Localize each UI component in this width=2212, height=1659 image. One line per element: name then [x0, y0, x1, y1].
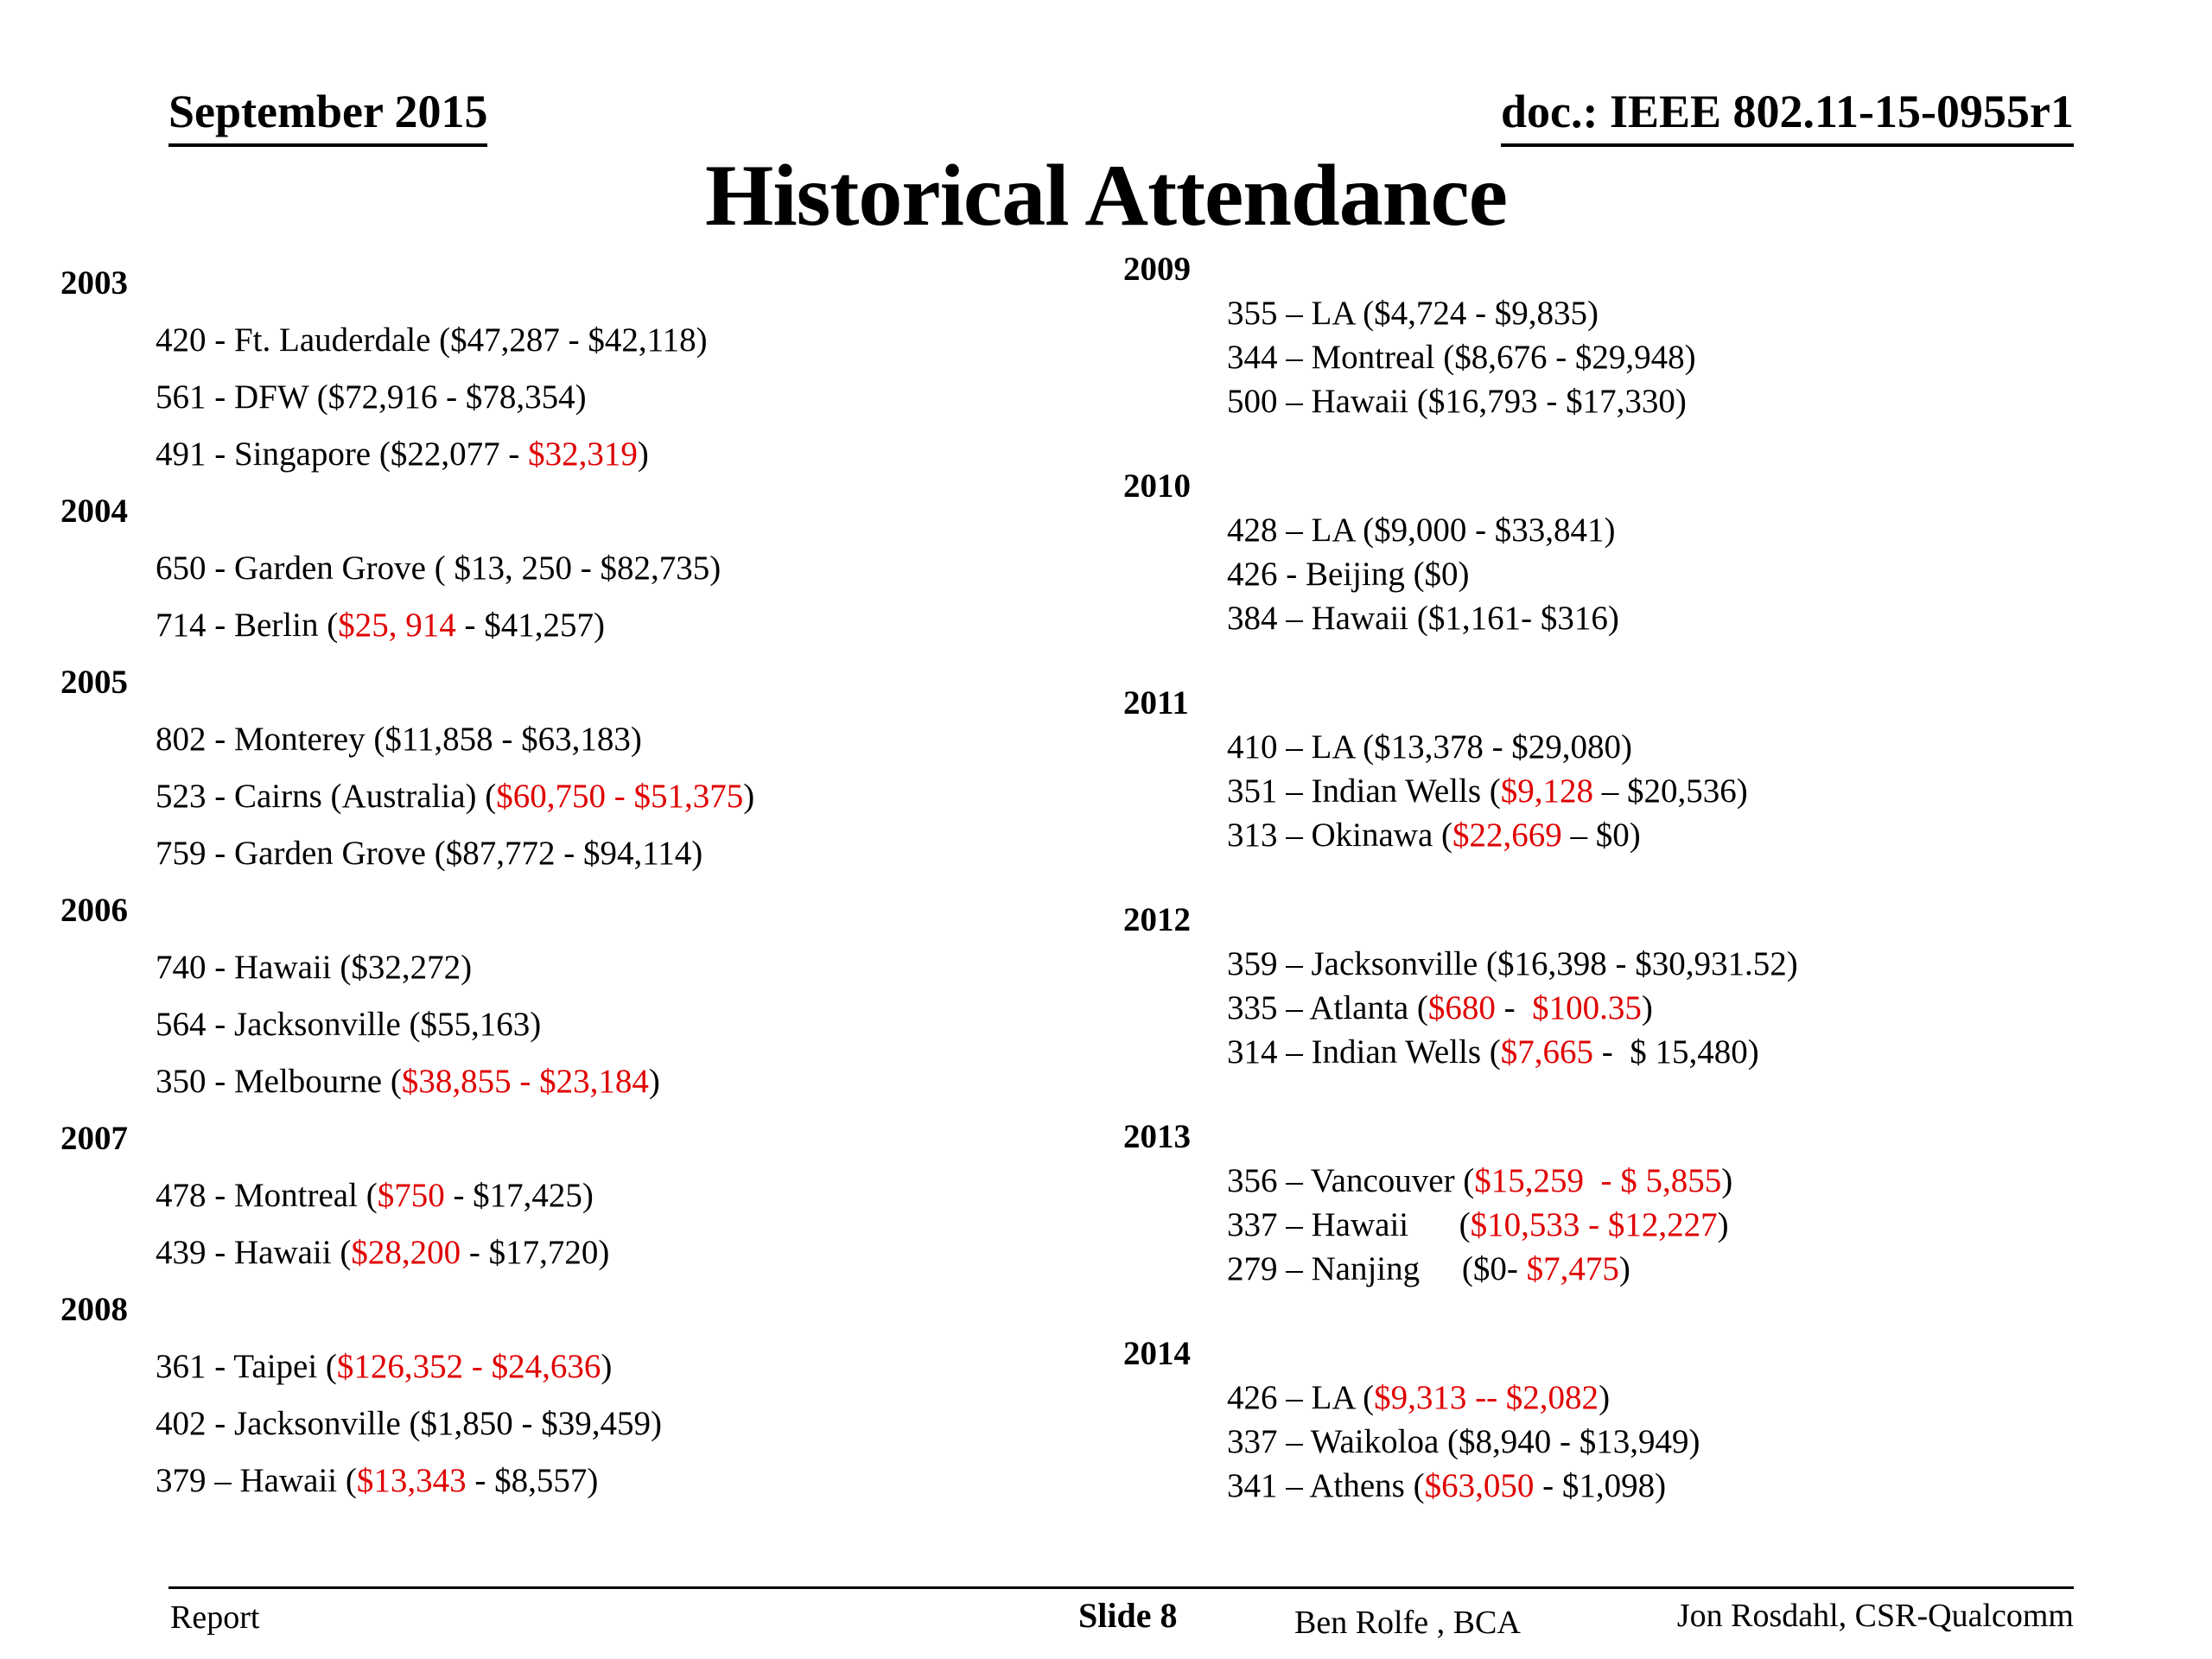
entry-text: 279 – Nanjing ($0-	[1227, 1250, 1527, 1287]
entry-text: 337 – Hawaii (	[1227, 1206, 1471, 1243]
highlight-red-text: $15,259 - $ 5,855	[1474, 1162, 1722, 1199]
header-date: September 2015	[168, 85, 487, 147]
entry-text: 384 – Hawaii ($1,161- $316)	[1227, 600, 1619, 637]
entry-text: -	[1495, 989, 1533, 1027]
highlight-red-text: $7,475	[1526, 1250, 1619, 1287]
highlight-red-text: $9,313 -- $2,082	[1374, 1379, 1599, 1416]
entry-text: 523 - Cairns (Australia) (	[156, 778, 497, 815]
highlight-red-text: $32,319	[528, 435, 638, 473]
page-title: Historical Attendance	[704, 147, 1508, 245]
entry-text: 402 - Jacksonville ($1,850 - $39,459)	[156, 1405, 662, 1442]
entry-text: 356 – Vancouver (	[1227, 1162, 1475, 1199]
entry-text: )	[1717, 1206, 1729, 1243]
year-heading: 2009	[1123, 251, 1191, 288]
attendance-entry	[1123, 552, 2143, 596]
attendance-entry	[1123, 596, 2143, 640]
entry-text: 314 – Indian Wells (	[1227, 1033, 1501, 1071]
year-heading: 2013	[1123, 1118, 1191, 1155]
entry-text: )	[1599, 1379, 1611, 1416]
entry-text: 650 - Garden Grove ( $13, 250 - $82,735)	[156, 550, 721, 587]
attendance-entry	[60, 1338, 1080, 1395]
entry-text: 500 – Hawaii ($16,793 - $17,330)	[1227, 383, 1687, 420]
attendance-entry	[1123, 725, 2143, 769]
year-heading: 2004	[60, 493, 128, 530]
attendance-entry	[1123, 942, 2143, 986]
attendance-entry	[1123, 1247, 2143, 1291]
entry-text: - $17,425)	[444, 1177, 594, 1214]
attendance-entry	[1123, 379, 2143, 423]
entry-text: 337 – Waikoloa ($8,940 - $13,949)	[1227, 1423, 1700, 1460]
entry-text: - $41,257)	[455, 607, 605, 644]
highlight-red-text: $126,352 - $24,636	[336, 1348, 601, 1385]
attendance-entry	[60, 540, 1080, 597]
attendance-entry	[1123, 986, 2143, 1030]
entry-text: 491 - Singapore ($22,077 -	[156, 435, 529, 473]
attendance-entry	[1123, 1420, 2143, 1464]
entry-text: 740 - Hawaii ($32,272)	[156, 949, 473, 986]
highlight-red-text: $9,128	[1500, 772, 1594, 810]
entry-text: 426 - Beijing ($0)	[1227, 556, 1470, 593]
attendance-entry	[1123, 1203, 2143, 1247]
entry-text: 351 – Indian Wells (	[1227, 772, 1501, 810]
attendance-entry	[1123, 1376, 2143, 1420]
entry-text: )	[1618, 1250, 1630, 1287]
year-heading: 2010	[1123, 467, 1191, 505]
entry-text: 379 – Hawaii (	[156, 1462, 357, 1499]
attendance-entry	[60, 1224, 1080, 1281]
highlight-red-text: $13,343	[356, 1462, 467, 1499]
footer-editor: Jon Rosdahl, CSR-Qualcomm	[1676, 1598, 2074, 1634]
entry-text: 561 - DFW ($72,916 - $78,354)	[156, 378, 587, 416]
attendance-entry	[60, 312, 1080, 369]
attendance-entry	[60, 711, 1080, 768]
entry-text: 759 - Garden Grove ($87,772 - $94,114)	[156, 835, 703, 872]
attendance-entry	[60, 825, 1080, 882]
entry-text: - $8,557)	[466, 1462, 599, 1499]
attendance-entry	[1123, 769, 2143, 813]
entry-text: – $0)	[1561, 817, 1641, 854]
entry-text: 350 - Melbourne (	[156, 1063, 402, 1100]
attendance-entry	[60, 369, 1080, 426]
entry-text: )	[601, 1348, 613, 1385]
highlight-red-text: $10,533 - $12,227	[1470, 1206, 1718, 1243]
entry-text: 313 – Okinawa (	[1227, 817, 1453, 854]
entry-text: 341 – Athens (	[1227, 1467, 1425, 1504]
attendance-entry	[1123, 1030, 2143, 1074]
entry-text: 478 - Montreal (	[156, 1177, 378, 1214]
attendance-entry	[60, 768, 1080, 825]
highlight-red-text: $28,200	[351, 1234, 461, 1271]
entry-text: 361 - Taipei (	[156, 1348, 337, 1385]
entry-text: 426 – LA (	[1227, 1379, 1375, 1416]
entry-text: 355 – LA ($4,724 - $9,835)	[1227, 295, 1599, 332]
attendance-entry	[1123, 335, 2143, 379]
highlight-red-text: $680	[1427, 989, 1496, 1027]
year-heading: 2012	[1123, 901, 1191, 938]
year-heading: 2014	[1123, 1335, 1191, 1372]
entry-text: 344 – Montreal ($8,676 - $29,948)	[1227, 339, 1696, 376]
year-heading: 2005	[60, 664, 128, 701]
highlight-red-text: $38,855 - $23,184	[401, 1063, 649, 1100]
footer-slide-number: Slide 8	[1078, 1596, 1178, 1635]
entry-text: - $1,098)	[1534, 1467, 1667, 1504]
entry-text: 564 - Jacksonville ($55,163)	[156, 1006, 542, 1043]
footer-author: Ben Rolfe , BCA	[1294, 1605, 1521, 1641]
attendance-entry	[60, 426, 1080, 483]
entry-text: )	[1721, 1162, 1733, 1199]
entry-text: 714 - Berlin (	[156, 607, 339, 644]
highlight-red-text: $22,669	[1452, 817, 1562, 854]
highlight-red-text: $63,050	[1424, 1467, 1535, 1504]
entry-text: – $20,536)	[1593, 772, 1748, 810]
attendance-entry	[1123, 1464, 2143, 1508]
attendance-entry	[60, 1167, 1080, 1224]
highlight-red-text: $60,750 - $51,375	[496, 778, 744, 815]
entry-text: )	[648, 1063, 660, 1100]
attendance-entry	[60, 939, 1080, 996]
highlight-red-text: $750	[377, 1177, 445, 1214]
entry-text: 335 – Atlanta (	[1227, 989, 1428, 1027]
attendance-entry	[60, 996, 1080, 1053]
entry-text: 420 - Ft. Lauderdale ($47,287 - $42,118)	[156, 321, 708, 359]
year-heading: 2007	[60, 1120, 128, 1157]
attendance-entry	[1123, 1159, 2143, 1203]
footer-divider	[168, 1586, 2074, 1589]
entry-text: 802 - Monterey ($11,858 - $63,183)	[156, 721, 642, 758]
attendance-entry	[60, 597, 1080, 654]
attendance-entry	[1123, 291, 2143, 335]
entry-text: )	[637, 435, 649, 473]
year-heading: 2011	[1123, 684, 1189, 721]
attendance-entry	[60, 1053, 1080, 1110]
attendance-entry	[60, 1452, 1080, 1510]
year-heading: 2008	[60, 1291, 128, 1328]
entry-text: - $17,720)	[461, 1234, 610, 1271]
entry-text: 410 – LA ($13,378 - $29,080)	[1227, 728, 1633, 766]
attendance-column-right	[1123, 247, 2143, 1508]
attendance-entry	[1123, 508, 2143, 552]
entry-text: )	[1641, 989, 1653, 1027]
attendance-entry	[1123, 813, 2143, 857]
footer-report-label: Report	[170, 1599, 260, 1636]
entry-text: 439 - Hawaii (	[156, 1234, 352, 1271]
attendance-entry	[60, 1395, 1080, 1452]
entry-text: )	[743, 778, 755, 815]
attendance-column-left	[60, 255, 1080, 1510]
entry-text: - $ 15,480)	[1593, 1033, 1759, 1071]
highlight-red-text: $25, 914	[338, 607, 456, 644]
year-heading: 2006	[60, 892, 128, 929]
year-heading: 2003	[60, 264, 128, 302]
header-doc-number: doc.: IEEE 802.11-15-0955r1	[1501, 85, 2074, 147]
highlight-red-text: $100.35	[1532, 989, 1642, 1027]
entry-text: 428 – LA ($9,000 - $33,841)	[1227, 512, 1616, 549]
highlight-red-text: $7,665	[1500, 1033, 1594, 1071]
entry-text: 359 – Jacksonville ($16,398 - $30,931.52)	[1227, 945, 1798, 982]
